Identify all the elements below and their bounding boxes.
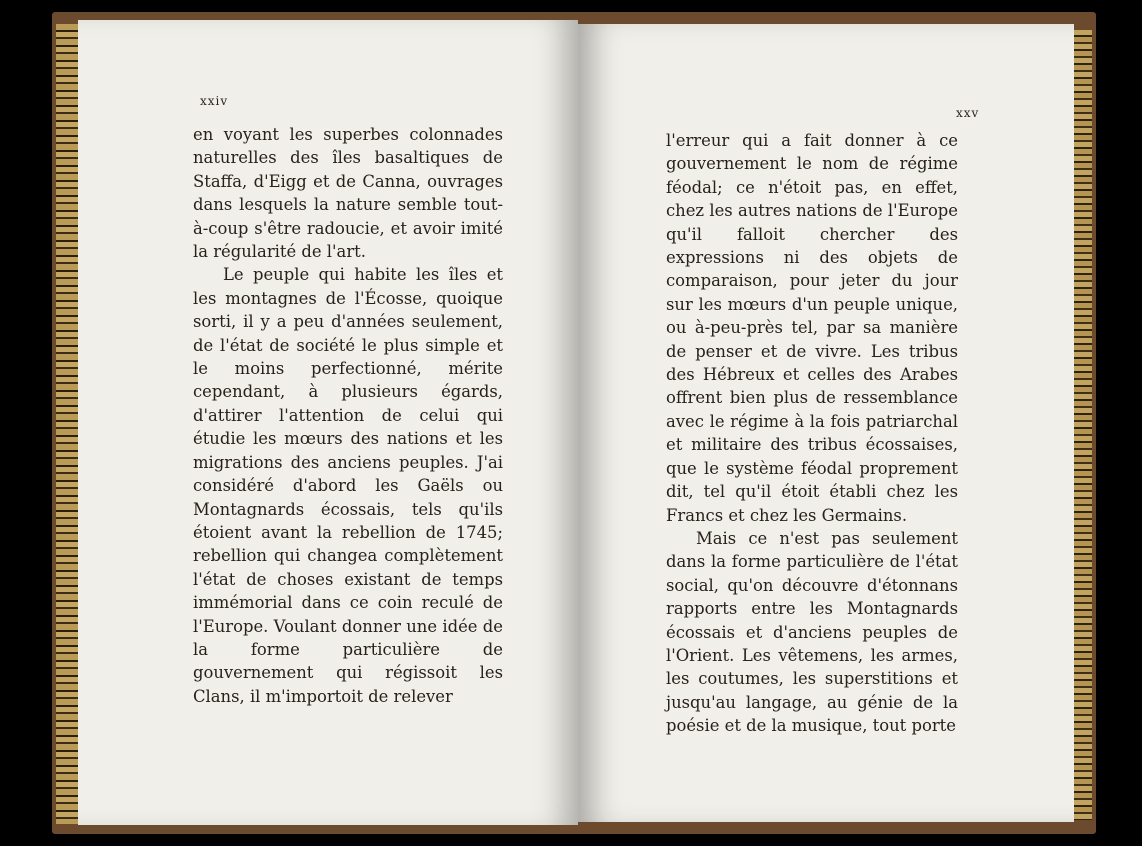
left-paragraph-2: Le peuple qui habite les îles et les montagnes de l'Écosse, quoique sorti, il y a peu d'années seulement, de l'état de société le plus simple et le moins perfectionné, mérite cependant, à plusieurs égards, d'attirer l'attention de celui qui étudie les mœurs des nations et les migrations des anciens peuples. J'ai considéré d'abord les Gaëls ou Montagnards écossais, tels qu'ils étoient avant la rebellion de 1745; rebellion qui changea complètement l'état de choses existant de temps immémorial dans ce coin reculé de l'Europe. Voulant donner une idée de la forme particulière de gouvernement qui régissoit les Clans, il m'importoit de relever [193, 265, 503, 706]
left-fore-edge [56, 24, 78, 824]
left-page-text [193, 123, 503, 708]
right-fore-edge [1072, 30, 1092, 820]
right-page-text [666, 129, 958, 738]
right-page [578, 24, 1074, 822]
right-page-number: xxv [956, 106, 980, 120]
left-page-number: xxiv [200, 94, 229, 108]
left-page [78, 20, 578, 825]
right-paragraph-1: l'erreur qui a fait donner à ce gouvernement le nom de régime féodal; ce n'étoit pas, en effet, chez les autres nations de l'Europe qu'il falloit chercher des expressions ni des objets de comparaison, pour jeter du jour sur les mœurs d'un peuple unique, ou à-peu-près tel, par sa manière de penser et de vivre. Les tribus des Hébreux et celles des Arabes offrent bien plus de ressemblance avec le régime à la fois patriarchal et militaire des tribus écossaises, que le système féodal proprement dit, tel qu'il étoit établi chez les Francs et chez les Germains. [666, 131, 958, 525]
right-paragraph-2: Mais ce n'est pas seulement dans la forme particulière de l'état social, qu'on découvre d'étonnans rapports entre les Montagnards écossais et d'anciens peuples de l'Orient. Les vêtemens, les armes, les coutumes, les superstitions et jusqu'au langage, au génie de la poésie et de la musique, tout porte [666, 528, 958, 736]
left-paragraph-1: en voyant les superbes colonnades naturelles des îles basaltiques de Staffa, d'Eigg et de Canna, ouvrages dans lesquels la nature semble tout-à-coup s'être radoucie, et avoir imité la régularité de l'art. [193, 125, 503, 262]
